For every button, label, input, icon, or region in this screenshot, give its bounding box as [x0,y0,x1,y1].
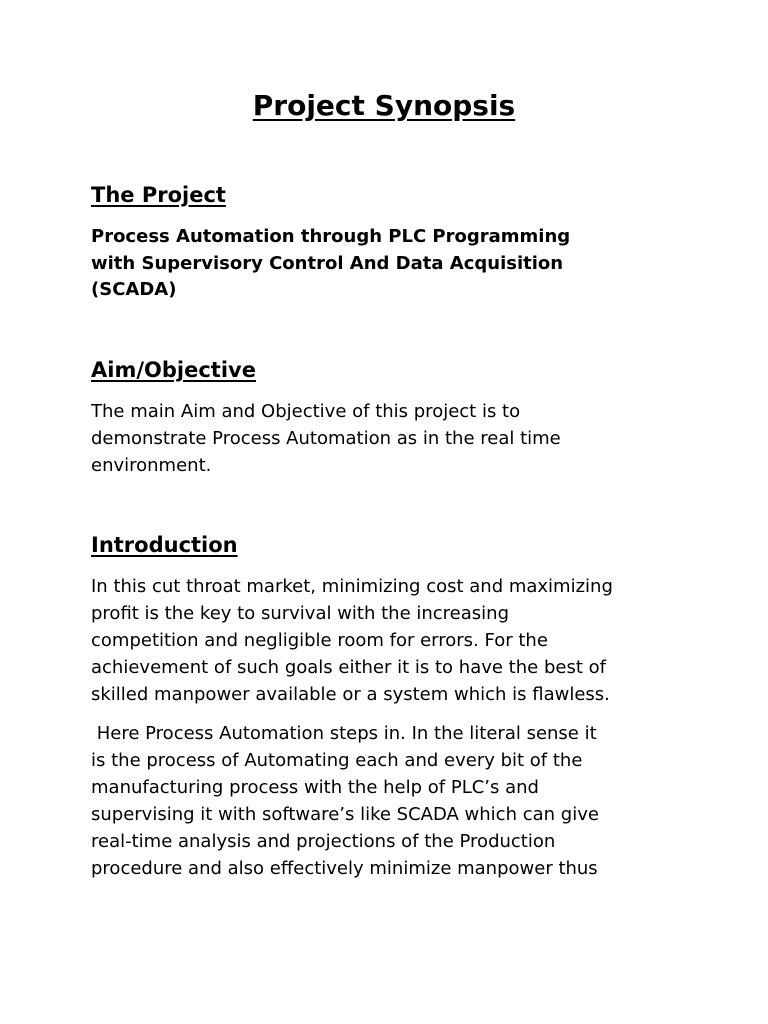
project-title-text [91,224,691,304]
text-line: is the process of Automating each and every bit of the [91,750,583,771]
text-line: Here Process Automation steps in. In the literal sense it [91,723,597,744]
introduction-paragraph-1 [91,573,691,708]
text-line: skilled manpower available or a system which is flawless. [91,684,610,705]
text-line: In this cut throat market, minimizing cost and maximizing [91,576,613,597]
introduction-paragraph-2 [91,720,691,882]
text-line: manufacturing process with the help of PLC’s and [91,777,539,798]
text-line: The main Aim and Objective of this project is to [91,401,521,422]
text-line: with Supervisory Control And Data Acquisition [91,252,564,274]
text-line: environment. [91,455,212,476]
text-line: competition and negligible room for errors. For the [91,630,548,651]
aim-paragraph [91,398,691,479]
text-line: profit is the key to survival with the increasing [91,603,509,624]
text-line: real-time analysis and projections of the Production [91,831,556,852]
text-line: supervising it with software’s like SCADA which can give [91,804,599,825]
page-title: Project Synopsis [252,89,516,122]
heading-aim-objective: Aim/Objective [91,358,256,382]
text-line: demonstrate Process Automation as in the real time [91,428,561,449]
text-line: achievement of such goals either it is to have the best of [91,657,606,678]
text-line: (SCADA) [91,279,177,300]
heading-the-project: The Project [91,183,226,207]
heading-introduction: Introduction [91,533,238,557]
text-line: procedure and also effectively minimize manpower thus [91,858,598,879]
text-line: Process Automation through PLC Programming [91,226,571,247]
